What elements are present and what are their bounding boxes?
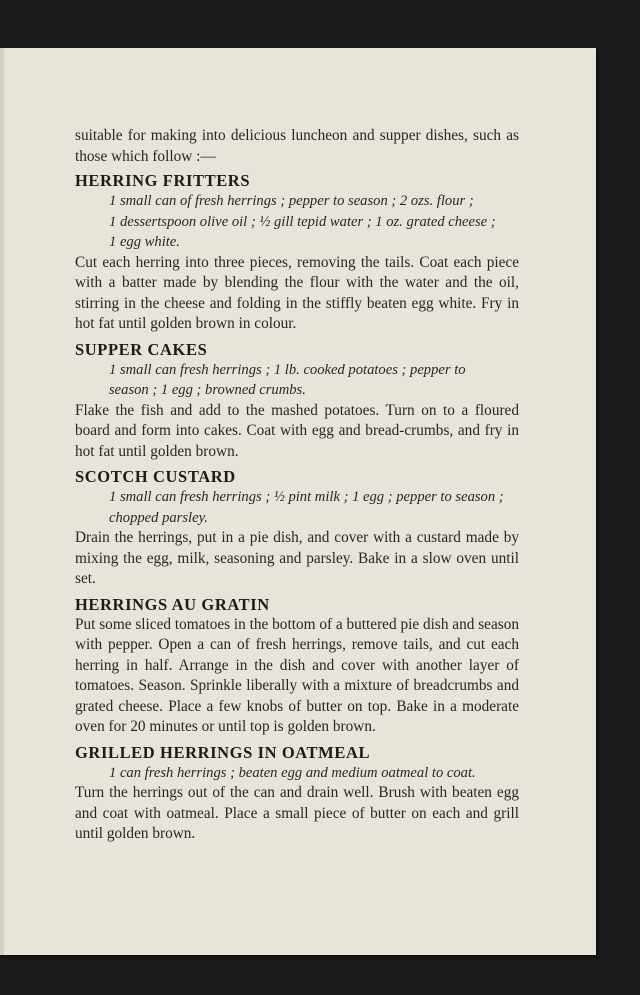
ingredient-line: season ; 1 egg ; browned crumbs. [109, 382, 306, 398]
ingredient-line: 1 can fresh herrings ; beaten egg and medium oatmeal to coat. [109, 764, 476, 781]
recipe-method: Drain the herrings, put in a pie dish, and cover with a custard made by mixing the egg, milk, seasoning and parsley. Bake in a slow oven until set. [75, 529, 519, 587]
intro-text: suitable for making into delicious luncheon and supper dishes, such as those which follow :— [75, 127, 519, 165]
recipe-method: Turn the herrings out of the can and drain well. Brush with beaten egg and coat with oatmeal. Place a small piece of butter on each and grill until golden brown. [75, 784, 519, 842]
recipe-title: SCOTCH CUSTARD [75, 467, 236, 486]
recipe-method: Put some sliced tomatoes in the bottom of a buttered pie dish and season with pepper. Open a can of fresh herrings, remove tails, and cut each herring in half. Arrange in the dish and cover with another layer of tomatoes. Season. Sprinkle liberally with a mixture of breadcrumbs and grated cheese. Place a few knobs of butter on top. Bake in a moderate oven for 20 minutes or until top is golden brown. [75, 615, 519, 735]
recipe-title: GRILLED HERRINGS IN OATMEAL [75, 742, 371, 762]
recipe-title: SUPPER CAKES [75, 339, 208, 359]
page-edge [0, 48, 4, 955]
recipe-herring-fritters [75, 171, 519, 335]
ingredient-line: 1 small can of fresh herrings ; pepper to season ; 2 ozs. flour ; [109, 193, 474, 209]
ingredient-line: 1 dessertspoon olive oil ; ½ gill tepid water ; 1 oz. grated cheese ; [109, 213, 496, 230]
ingredient-line: 1 egg white. [109, 234, 180, 250]
ingredient-line: 1 small can fresh herrings ; ½ pint milk ; 1 egg ; pepper to season ; [109, 489, 504, 505]
recipe-grilled-herrings-in-oatmeal [75, 743, 519, 845]
ingredient-line: chopped parsley. [109, 509, 208, 526]
recipe-title: HERRING FRITTERS [75, 171, 251, 190]
ingredient-line: 1 small can fresh herrings ; 1 lb. cooked potatoes ; pepper to [109, 361, 466, 378]
recipe-method: Flake the fish and add to the mashed potatoes. Turn on to a floured board and form into cakes. Coat with egg and bread-crumbs, and fry in hot fat until golden brown. [75, 401, 519, 460]
recipe-scotch-custard [75, 467, 519, 590]
recipe-supper-cakes [75, 340, 519, 463]
recipe-title: HERRINGS AU GRATIN [75, 594, 270, 614]
page-text [75, 126, 519, 845]
recipe-herrings-au-gratin [75, 595, 519, 738]
recipe-method: Cut each herring into three pieces, removing the tails. Coat each piece with a batter made by blending the flour with the water and the oil, stirring in the cheese and folding in the stiffly beaten egg white. Fry in hot fat until golden brown in colour. [75, 253, 519, 332]
